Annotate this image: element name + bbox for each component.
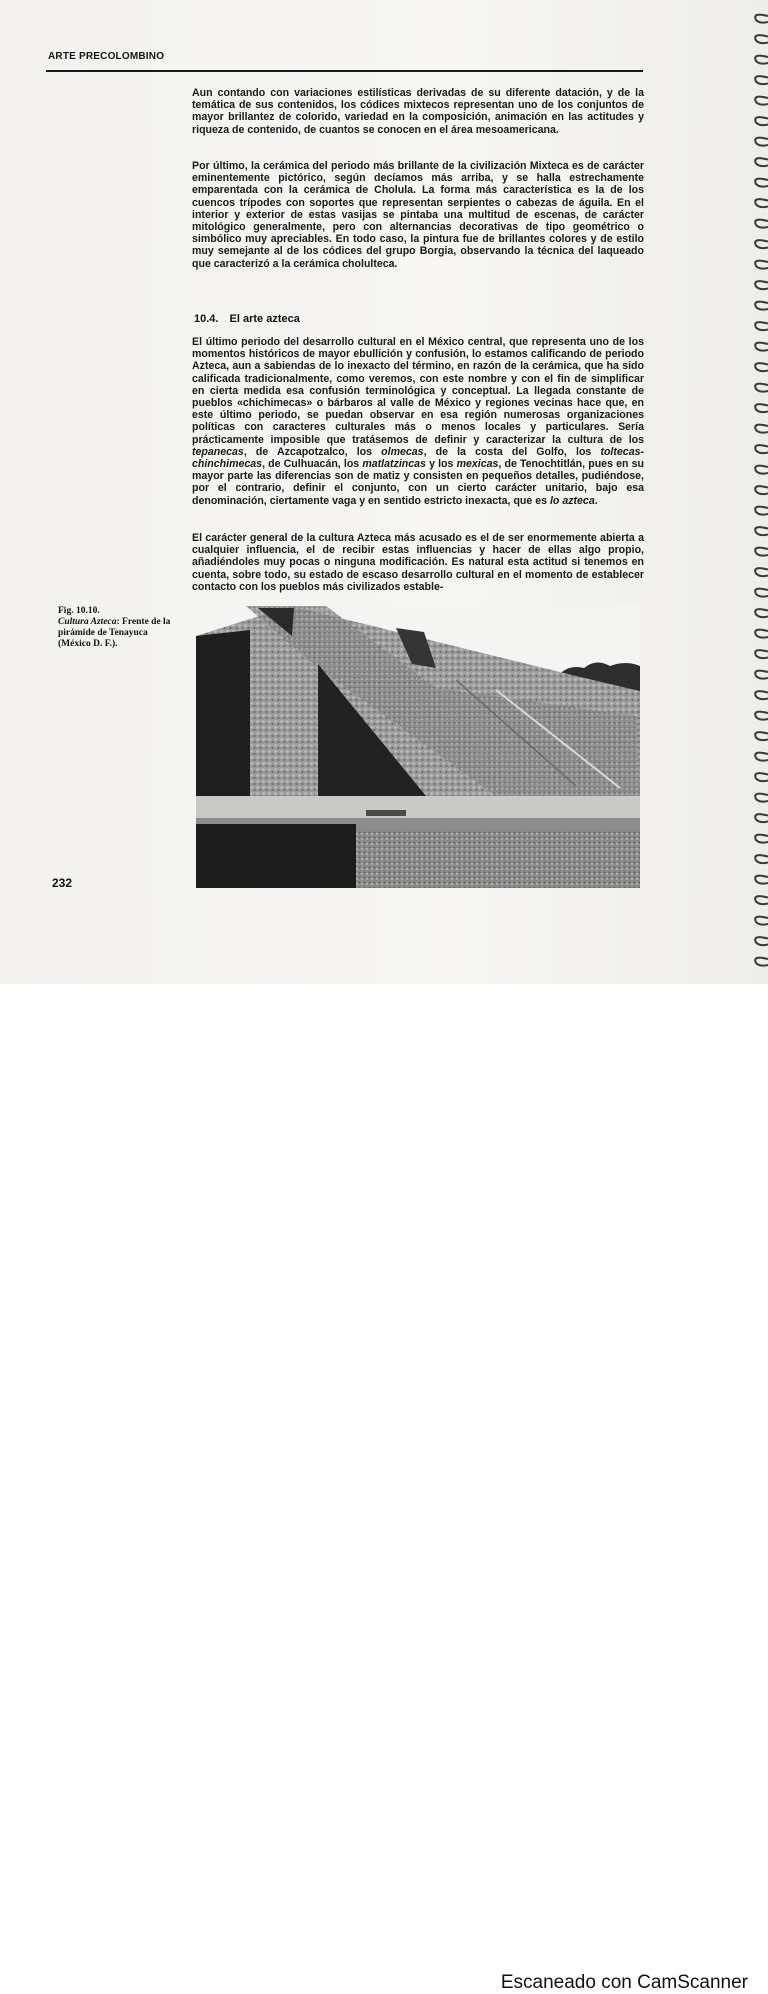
- paragraph-ceramica: Por último, la cerámica del periodo más brillante de la civilización Mixteca es de carácter eminentemente pictórico, según decíamos más arriba, y se halla estrechamente emparentada con la cerámica de Cholula. La forma más característica es la de los cuencos trípodes con soportes que representan serpientes o cabezas de águila. En el interior y exterior de estas vasijas se pintaba una multitud de escenas, de carácter mitológico generalmente, pero con alternancias decorativas de tipo geométrico o simbólico muy apreciables. En todo caso, la pintura fue de brillantes colores y de estilo muy semejante al de los códices del grupo Borgia, observando la técnica del laqueado que caracterizó a la cerámica cholulteca.: [192, 160, 644, 270]
- spiral-coil: [755, 794, 768, 802]
- spiral-coil: [755, 322, 768, 330]
- section-number: 10.4.: [194, 313, 219, 325]
- text-run: El último periodo del desarrollo cultural en el México central, que representa uno de los momentos históricos de mayor ebullición y confusión, lo estamos calificando de periodo Azteca, aun a sabiendas de lo inexacto del término, en razón de la cerámica, que ha sido calificada tradicionalmente, como veremos, con este nombre y con el fin de simplificar en cierta medida esa confusión terminológica y conceptual. La llegada constante de pueblos «chichimecas» o bárbaros al valle de México y regiones vecinas hace que, en este último periodo, se puedan observar en esa región numerosas organizaciones políticas con caracteres culturales más o menos locales y particulares. Sería prácticamente imposible que tratásemos de definir y caracterizar la cultura de los: [192, 336, 644, 446]
- spiral-coil: [755, 425, 768, 433]
- spiral-coil: [755, 896, 768, 904]
- text-run-italic: olmecas: [381, 445, 424, 458]
- spiral-coil: [755, 76, 768, 84]
- spiral-coil: [755, 937, 768, 945]
- text-run: , de la costa del Golfo, los: [423, 445, 592, 458]
- spiral-coil: [755, 97, 768, 105]
- text-run: y los: [429, 458, 454, 471]
- spiral-coil: [755, 199, 768, 207]
- spiral-coil: [755, 753, 768, 761]
- spiral-coil: [755, 527, 768, 535]
- spiral-coil: [755, 958, 768, 966]
- spiral-coil: [755, 363, 768, 371]
- spiral-coil: [755, 568, 768, 576]
- pyramid-photo: [196, 606, 640, 888]
- text-run: , de Azcapotzalco, los: [243, 445, 373, 458]
- spiral-coil: [755, 548, 768, 556]
- spiral-coil: [755, 240, 768, 248]
- spiral-coil: [755, 179, 768, 187]
- text-run-italic: tepanecas: [192, 445, 244, 458]
- spiral-coil: [755, 855, 768, 863]
- spiral-coil: [755, 691, 768, 699]
- text-run-italic: matlatzincas: [362, 458, 426, 471]
- spiral-coil: [755, 609, 768, 617]
- spiral-coil: [755, 138, 768, 146]
- spiral-coil: [755, 404, 768, 412]
- spiral-coil: [755, 712, 768, 720]
- running-header: ARTE PRECOLOMBINO: [48, 51, 165, 62]
- figure-caption: [58, 606, 178, 650]
- spiral-coil: [755, 15, 768, 23]
- spiral-coil: [755, 876, 768, 884]
- figure-label: Fig. 10.10.: [58, 606, 100, 616]
- spiral-coil: [755, 117, 768, 125]
- spiral-coil: [755, 630, 768, 638]
- section-heading: [194, 313, 300, 325]
- spiral-coil: [755, 814, 768, 822]
- spiral-coil: [755, 302, 768, 310]
- figure-caption-italic: Cultura Azteca: [58, 617, 117, 627]
- spiral-coil: [755, 220, 768, 228]
- header-rule: [46, 70, 643, 72]
- scan-footer: [0, 984, 768, 1993]
- paragraph-periodo-azteca: [192, 336, 644, 507]
- text-run-italic: mexicas: [456, 458, 499, 471]
- text-run: .: [594, 494, 598, 507]
- spiral-coil: [755, 650, 768, 658]
- paragraph-codices: Aun contando con variaciones estilísticas derivadas de su diferente datación, y de la temática de sus contenidos, los códices mixtecos representan uno de los conjuntos de mayor brillantez de colorido, variedad en la composición, animación en las actitudes y riqueza de contenido, de cuantos se conocen en el área mesoamericana.: [192, 87, 644, 136]
- scanned-page: [0, 0, 768, 984]
- text-run: , de Culhuacán, los: [262, 458, 360, 471]
- spiral-coil: [755, 384, 768, 392]
- spiral-coil: [755, 671, 768, 679]
- spiral-binding: [734, 0, 768, 984]
- section-title: El arte azteca: [229, 313, 300, 325]
- spiral-coil: [755, 835, 768, 843]
- spiral-coil: [755, 343, 768, 351]
- spiral-coil: [755, 732, 768, 740]
- text-run-italic: lo azteca: [549, 494, 595, 507]
- page-number: 232: [52, 876, 73, 890]
- paragraph-caracter-azteca: El carácter general de la cultura Azteca más acusado es el de ser enormemente abierta a cualquier influencia, el de recibir estas influencias y hacer de ellas algo propio, añadiéndoles muy pocas o ninguna modificación. Es natural esta actitud si tenemos en cuenta, sobre todo, su estado de escaso desarrollo cultural en el momento de establecer contacto con los pueblos más civilizados estable-: [192, 532, 644, 593]
- spiral-coil: [755, 486, 768, 494]
- spiral-coil: [755, 917, 768, 925]
- spiral-coil: [755, 773, 768, 781]
- spiral-coil: [755, 445, 768, 453]
- spiral-coil: [755, 261, 768, 269]
- spiral-coil: [755, 507, 768, 515]
- camscanner-watermark: Escaneado con CamScanner: [500, 1972, 748, 1993]
- text-run: , de Tenochtitlán, pues en su mayor parte las diferencias son de matiz y consisten en pequeños detalles, pudiéndose, por el contrario, definir el conjunto, con un cierto carácter unitario, bajo esa denominación, ciertamente vaga y en sentido estricto inexacta, que es: [192, 458, 644, 507]
- spiral-coil: [755, 35, 768, 43]
- spiral-coil: [755, 466, 768, 474]
- spiral-coil: [755, 158, 768, 166]
- text-run-italic: toltecas-chinchimecas: [192, 445, 645, 471]
- spiral-coil: [755, 281, 768, 289]
- figure-caption-text: : Frente de la pirámide de Tenayuca (México D. F.).: [58, 617, 171, 649]
- spiral-coil: [755, 589, 768, 597]
- spiral-coil: [755, 56, 768, 64]
